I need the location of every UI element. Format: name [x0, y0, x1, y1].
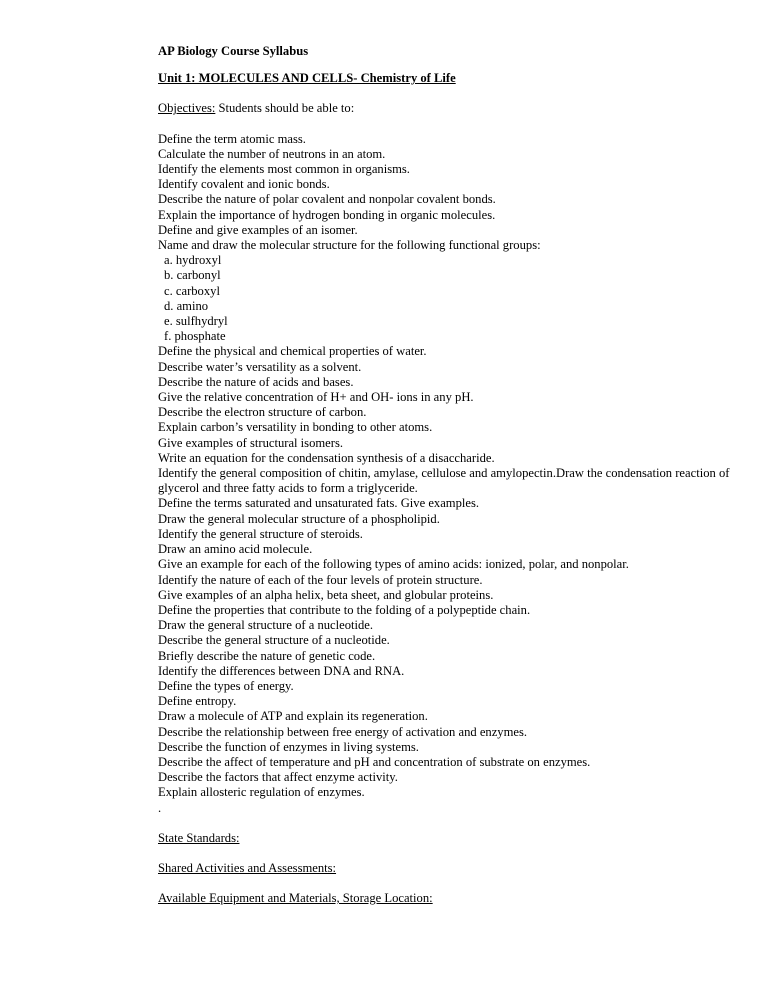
objective-item: Briefly describe the nature of genetic code.: [158, 648, 376, 663]
objective-item: Explain carbon’s versatility in bonding to other atoms.: [158, 420, 433, 435]
state-standards-heading: State Standards:: [158, 830, 240, 845]
objective-item: Write an equation for the condensation synthesis of a disaccharide.: [158, 450, 495, 465]
objective-item: Describe water’s versatility as a solvent.: [158, 359, 362, 374]
objective-item: Describe the nature of polar covalent and nonpolar covalent bonds.: [158, 192, 496, 207]
objectives-heading: [158, 101, 748, 116]
objective-item: Draw a molecule of ATP and explain its regeneration.: [158, 709, 428, 724]
objective-item: Define the types of energy.: [158, 678, 294, 693]
objective-item: Describe the factors that affect enzyme activity.: [158, 770, 398, 785]
objective-item: Define the terms saturated and unsaturated fats. Give examples.: [158, 496, 480, 511]
objective-item: Explain allosteric regulation of enzymes.: [158, 785, 365, 800]
document-title: AP Biology Course Syllabus: [158, 44, 309, 58]
objective-item: Draw an amino acid molecule.: [158, 542, 313, 557]
objective-item: Define and give examples of an isomer.: [158, 222, 358, 237]
objective-item: Describe the affect of temperature and pH and concentration of substrate on enzymes.: [158, 754, 591, 769]
objective-item: Describe the general structure of a nucleotide.: [158, 633, 390, 648]
functional-group-item: c. carboxyl: [164, 283, 220, 298]
unit-heading: Unit 1: MOLECULES AND CELLS- Chemistry of Life: [158, 71, 456, 86]
shared-activities-heading: Shared Activities and Assessments:: [158, 860, 337, 875]
equipment-materials-heading: Available Equipment and Materials, Storage Location:: [158, 891, 433, 906]
objective-item: Give examples of structural isomers.: [158, 435, 344, 450]
objective-item: Identify the elements most common in organisms.: [158, 162, 410, 177]
objective-item: Identify the nature of each of the four levels of protein structure.: [158, 572, 483, 587]
objective-item: Give an example for each of the following types of amino acids: ionized, polar, and nonpolar.: [158, 557, 629, 572]
objective-item: Describe the relationship between free energy of activation and enzymes.: [158, 724, 528, 739]
objective-item: Calculate the number of neutrons in an atom.: [158, 146, 386, 161]
functional-group-item: f. phosphate: [164, 329, 226, 344]
objective-item: Give the relative concentration of H+ and OH- ions in any pH.: [158, 390, 474, 405]
objective-item: Give examples of an alpha helix, beta sheet, and globular proteins.: [158, 587, 494, 602]
objective-item: Define the properties that contribute to the folding of a polypeptide chain.: [158, 602, 531, 617]
objective-item: Name and draw the molecular structure for the following functional groups:: [158, 238, 541, 253]
objective-item: Define entropy.: [158, 694, 237, 709]
functional-group-item: a. hydroxyl: [164, 253, 222, 268]
objective-item: Define the physical and chemical properties of water.: [158, 344, 427, 359]
objectives-list: [158, 132, 748, 816]
objective-item: Describe the nature of acids and bases.: [158, 374, 354, 389]
objective-item: Identify the general structure of steroids.: [158, 526, 363, 541]
objective-item: Describe the function of enzymes in living systems.: [158, 739, 419, 754]
objective-item: Explain the importance of hydrogen bonding in organic molecules.: [158, 207, 496, 222]
objective-item: .: [158, 800, 162, 815]
objective-item: Identify the differences between DNA and RNA.: [158, 663, 405, 678]
objective-item: Identify the general composition of chitin, amylase, cellulose and amylopectin.Draw the condensation reaction of glycerol and three fatty acids to form a triglyceride.: [158, 466, 730, 496]
objective-item: Define the term atomic mass.: [158, 131, 306, 146]
objective-item: Draw the general molecular structure of a phospholipid.: [158, 511, 440, 526]
objective-item: Draw the general structure of a nucleotide.: [158, 618, 374, 633]
objectives-intro: Students should be able to:: [215, 101, 355, 116]
syllabus-page: [158, 44, 748, 906]
functional-group-item: d. amino: [164, 298, 209, 313]
functional-group-item: e. sulfhydryl: [164, 314, 228, 329]
functional-group-item: b. carbonyl: [164, 268, 221, 283]
objective-item: Describe the electron structure of carbon.: [158, 405, 367, 420]
objective-item: Identify covalent and ionic bonds.: [158, 177, 330, 192]
objectives-label: Objectives:: [158, 101, 216, 116]
